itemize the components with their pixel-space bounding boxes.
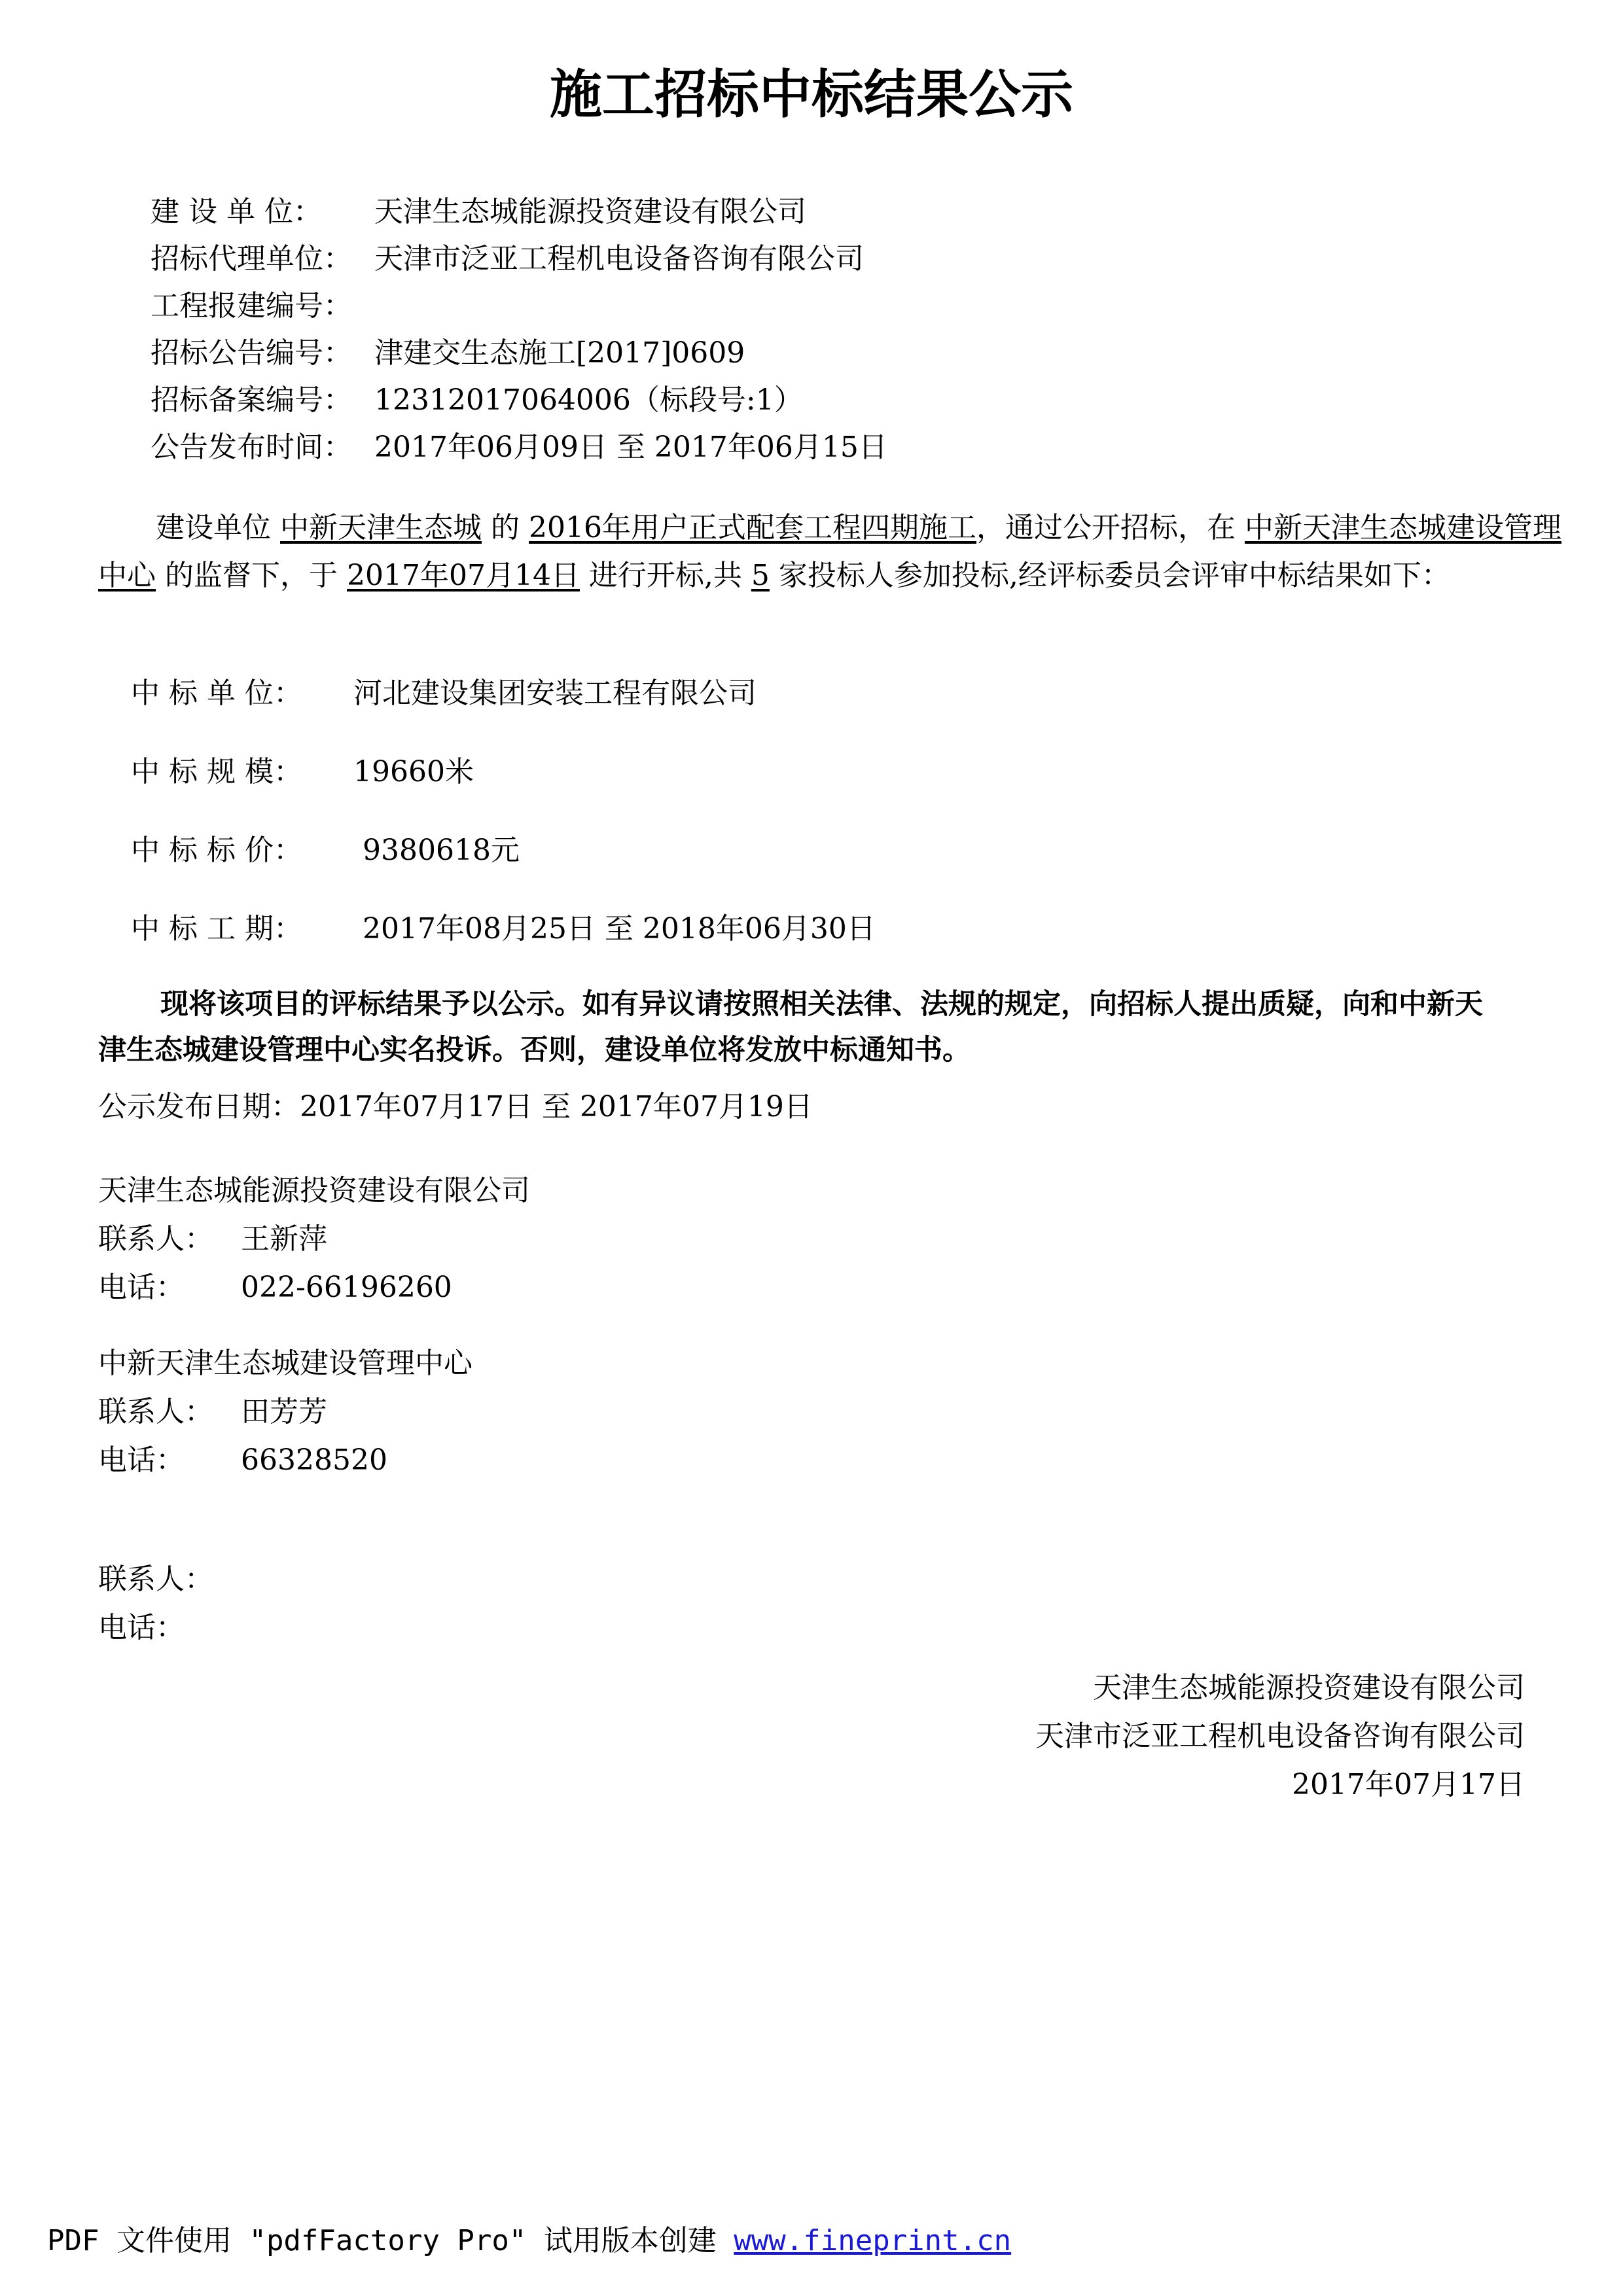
contact-person: 田芳芳 — [241, 1395, 327, 1428]
award-label: 中 标 规 模： — [131, 755, 302, 788]
owner-name: 中新天津生态城 — [280, 511, 482, 544]
info-label: 招标备案编号： — [151, 383, 352, 417]
info-row-agent — [151, 239, 864, 279]
info-value: 2017年06月09日 至 2017年06月15日 — [374, 431, 887, 464]
contact-phone-label: 电话： — [98, 1443, 185, 1477]
award-value: 9380618元 — [353, 834, 520, 867]
info-label: 公告发布时间： — [151, 431, 352, 464]
award-row-price — [131, 831, 520, 870]
info-row-publish-time — [151, 428, 887, 467]
contact-phone-label: 电话： — [98, 1611, 185, 1644]
award-label: 中 标 标 价： — [131, 834, 302, 867]
info-label: 招标公告编号： — [151, 336, 352, 370]
info-label: 招标代理单位： — [151, 242, 352, 275]
pdf-footer — [47, 2221, 1011, 2261]
award-label: 中 标 工 期： — [131, 912, 302, 945]
award-row-period — [131, 910, 876, 949]
contact-phone-label: 电话： — [98, 1271, 185, 1304]
info-row-notice-no — [151, 334, 745, 373]
signature-agent: 天津市泛亚工程机电设备咨询有限公司 — [1035, 1720, 1525, 1753]
footer-link[interactable]: www.fineprint.cn — [734, 2224, 1012, 2257]
info-value: 天津市泛亚工程机电设备咨询有限公司 — [374, 242, 864, 275]
signature-owner: 天津生态城能源投资建设有限公司 — [1093, 1671, 1525, 1704]
info-value: 12312017064006（标段号:1） — [374, 383, 803, 417]
contact-person-label: 联系人： — [98, 1222, 213, 1256]
result-paragraph: 建设单位 中新天津生态城 的 2016年用户正式配套工程四期施工，通过公开招标，在 中新天津生态城建设管理中心 的监督下，于 2017年07月14日 进行开标,共 5 家投标人参加投标,经评标委员会评审中标结果如下： — [98, 511, 1561, 592]
award-value: 19660米 — [353, 755, 474, 788]
publicity-date: 公示发布日期：2017年07月17日 至 2017年07月19日 — [98, 1090, 813, 1123]
contact-phone-row — [98, 1441, 387, 1480]
contact-phone: 66328520 — [241, 1443, 387, 1477]
award-row-scale — [131, 752, 474, 792]
page-title: 施工招标中标结果公示 — [550, 64, 1073, 125]
supervisor-name: 中新天津生态城建设管理中心 — [98, 511, 1561, 592]
award-value: 2017年08月25日 至 2018年06月30日 — [353, 912, 876, 945]
footer-text: PDF 文件使用 "pdfFactory Pro" 试用版本创建 — [47, 2224, 734, 2257]
contact-person-row — [98, 1220, 327, 1259]
objection-notice: 现将该项目的评标结果予以公示。如有异议请按照相关法律、法规的规定，向招标人提出质疑，向和中新天津生态城建设管理中心实名投诉。否则，建设单位将发放中标通知书。 — [98, 988, 1483, 1067]
open-date: 2017年07月14日 — [346, 559, 580, 592]
contact-person-label: 联系人： — [98, 1563, 213, 1596]
project-name: 2016年用户正式配套工程四期施工 — [528, 511, 976, 544]
contact-phone-row — [98, 1268, 452, 1307]
award-value: 河北建设集团安装工程有限公司 — [353, 677, 757, 710]
info-label: 工程报建编号： — [151, 289, 352, 323]
award-label: 中 标 单 位： — [131, 677, 302, 710]
contact-phone: 022-66196260 — [241, 1271, 452, 1304]
info-row-registration-no — [151, 287, 374, 326]
bidder-count: 5 — [751, 559, 770, 592]
info-label: 建 设 单 位： — [151, 195, 322, 228]
contact-person-row — [98, 1392, 327, 1432]
info-row-filing-no — [151, 381, 803, 420]
award-row-winner — [131, 674, 757, 713]
contact-org: 中新天津生态城建设管理中心 — [98, 1347, 473, 1380]
signature-date: 2017年07月17日 — [1292, 1768, 1525, 1801]
contact-person: 王新萍 — [241, 1222, 327, 1256]
contact-org: 天津生态城能源投资建设有限公司 — [98, 1174, 530, 1207]
info-value: 津建交生态施工[2017]0609 — [374, 336, 745, 370]
contact-person-label: 联系人： — [98, 1395, 213, 1428]
info-row-owner — [151, 192, 806, 232]
info-value: 天津生态城能源投资建设有限公司 — [374, 195, 806, 228]
